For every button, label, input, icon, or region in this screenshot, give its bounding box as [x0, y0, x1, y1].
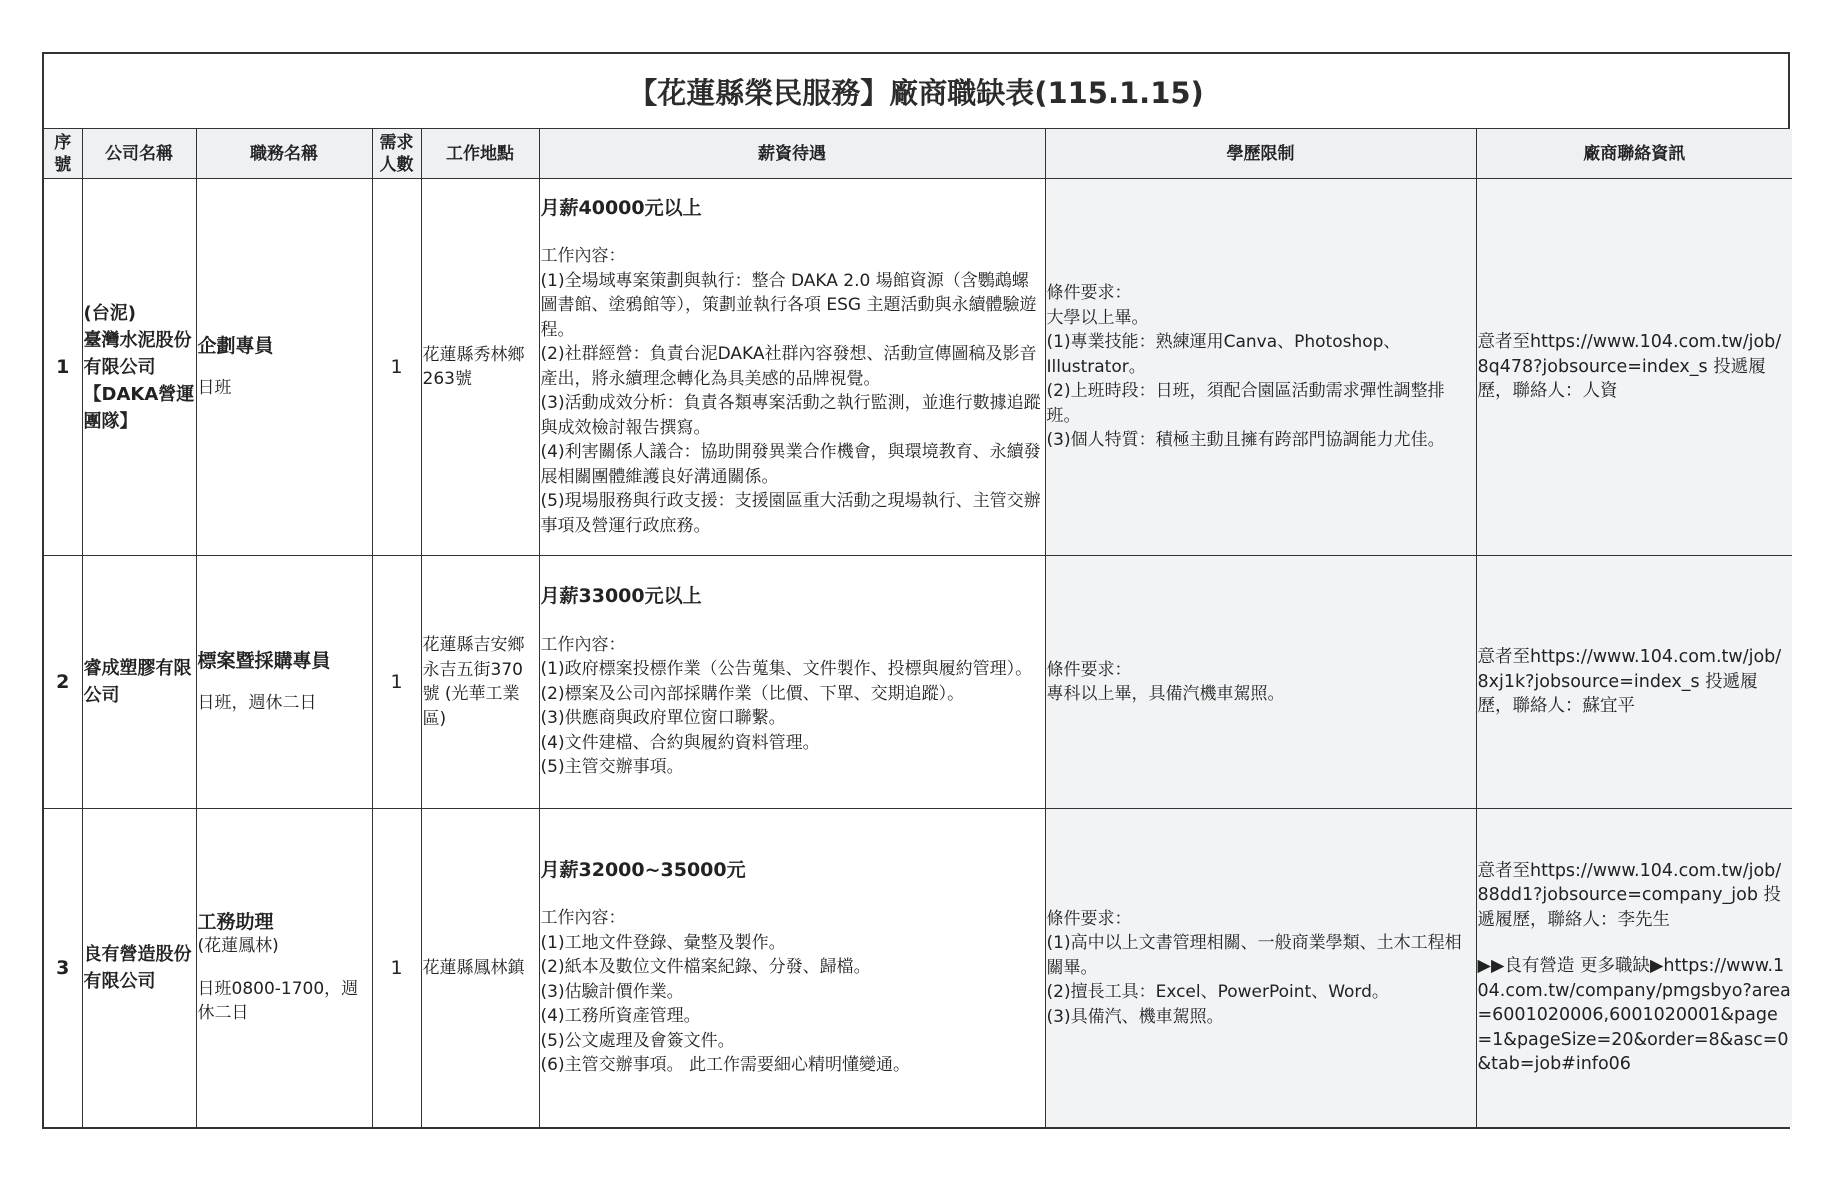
- salary-cell: [539, 556, 1045, 809]
- headcount: 1: [372, 809, 421, 1127]
- job-title: 企劃專員: [197, 334, 274, 357]
- education-requirements: [1045, 556, 1476, 809]
- company-name-text: (台泥) 臺灣水泥股份有限公司【DAKA營運團隊】: [83, 302, 195, 432]
- work-location: 花蓮縣吉安鄉永吉五街370號 (光華工業區): [421, 556, 539, 809]
- contact-info: [1476, 179, 1792, 556]
- contact-info: [1476, 809, 1792, 1127]
- contact-info: [1476, 556, 1792, 809]
- table-row: [44, 556, 1792, 809]
- header-contact: 廠商聯絡資訊: [1476, 129, 1792, 179]
- header-education: 學歷限制: [1045, 129, 1476, 179]
- company-name: 睿成塑膠有限公司: [82, 556, 196, 809]
- sheet-title: 【花蓮縣榮民服務】廠商職缺表(115.1.15): [44, 54, 1788, 129]
- table-row: [44, 809, 1792, 1127]
- job-description: 工作內容： (1)政府標案投標作業（公告蒐集、文件製作、投標與履約管理）。 (2)標案及公司內部採購作業（比價、下單、交期追蹤）。 (3)供應商與政府單位窗口聯繫。 (4)文件建檔、合約與履約資料管理。 (5)主管交辦事項。: [540, 634, 1033, 778]
- work-location: 花蓮縣鳳林鎮: [421, 809, 539, 1127]
- requirements-text: 條件要求： 專科以上畢，具備汽機車駕照。: [1046, 659, 1285, 704]
- more-jobs-link[interactable]: ▶▶良有營造 更多職缺▶https://www.104.com.tw/company/pmgsbyo?area=6001020006,6001020001&page=1&pageSize=20&order=8&asc=0&tab=job#info06: [1477, 956, 1791, 1075]
- company-name: [82, 179, 196, 556]
- spacer: [1478, 932, 1792, 954]
- vacancy-table: [44, 129, 1792, 1127]
- header-row: [44, 129, 1792, 179]
- job-cell: [196, 809, 372, 1127]
- headcount: 1: [372, 179, 421, 556]
- header-no: 序號: [44, 129, 82, 179]
- salary-cell: [539, 809, 1045, 1127]
- education-requirements: [1045, 179, 1476, 556]
- job-cell: [196, 556, 372, 809]
- header-job: 職務名稱: [196, 129, 372, 179]
- work-location: 花蓮縣秀林鄉263號: [421, 179, 539, 556]
- header-count: 需求人數: [372, 129, 421, 179]
- job-schedule: 日班: [197, 378, 232, 398]
- header-company: 公司名稱: [82, 129, 196, 179]
- job-schedule: 日班0800-1700，週休二日: [197, 978, 359, 1024]
- headcount: 1: [372, 556, 421, 809]
- row-number: 3: [44, 809, 82, 1127]
- salary-amount: 月薪33000元以上: [540, 585, 702, 608]
- job-cell: [196, 179, 372, 556]
- contact-text[interactable]: 意者至https://www.104.com.tw/job/8q478?jobsource=index_s 投遞履歷，聯絡人：人資: [1477, 332, 1782, 402]
- job-title: 工務助理: [197, 910, 274, 933]
- requirements-text: 條件要求： 大學以上畢。 (1)專業技能：熟練運用Canva、Photoshop、Illustrator。 (2)上班時段：日班，須配合園區活動需求彈性調整排班。 (3)個人特質：積極主動且擁有跨部門協調能力尤佳。: [1046, 283, 1445, 451]
- requirements-text: 條件要求： (1)高中以上文書管理相關、一般商業學類、土木工程相關畢。 (2)擅長工具：Excel、PowerPoint、Word。 (3)具備汽、機車駕照。: [1046, 908, 1462, 1027]
- row-number: 2: [44, 556, 82, 809]
- job-description: 工作內容： (1)工地文件登錄、彙整及製作。 (2)紙本及數位文件檔案紀錄、分發、歸檔。 (3)估驗計價作業。 (4)工務所資產管理。 (5)公文處理及會簽文件。 (6)主管交辦事項。 此工作需要細心精明懂變通。: [540, 908, 910, 1076]
- contact-text[interactable]: 意者至https://www.104.com.tw/job/8xj1k?jobsource=index_s 投遞履歷，聯絡人：蘇宜平: [1477, 647, 1782, 717]
- contact-text[interactable]: 意者至https://www.104.com.tw/job/88dd1?jobsource=company_job 投遞履歷，聯絡人：李先生: [1477, 860, 1782, 930]
- salary-cell: [539, 179, 1045, 556]
- header-location: 工作地點: [421, 129, 539, 179]
- salary-amount: 月薪32000~35000元: [540, 858, 746, 881]
- company-name: 良有營造股份有限公司: [82, 809, 196, 1127]
- education-requirements: [1045, 809, 1476, 1127]
- table-row: [44, 179, 1792, 556]
- job-description: 工作內容： (1)全場域專案策劃與執行：整合 DAKA 2.0 場館資源（含鸚鵡螺圖書館、塗鴉館等），策劃並執行各項 ESG 主題活動與永續體驗遊程。 (2)社群經營：負責台泥DAKA社群內容發想、活動宣傳圖稿及影音產出，將永續理念轉化為具美感的品牌視覺。 (3)活動成效分析：負責各類專案活動之執行監測，並進行數據追蹤與成效檢討報告撰寫。 (4)利害關係人議合：協助開發異業合作機會，與環境教育、永續發展相關團體維護良好溝通關係。 (5)現場服務與行政支援：支援園區重大活動之現場執行、主管交辦事項及營運行政庶務。: [540, 246, 1041, 536]
- header-salary: 薪資待遇: [539, 129, 1045, 179]
- job-place: (花蓮鳳林): [197, 936, 279, 957]
- job-schedule: 日班，週休二日: [197, 693, 317, 713]
- row-number: 1: [44, 179, 82, 556]
- salary-amount: 月薪40000元以上: [540, 196, 702, 219]
- job-title: 標案暨採購專員: [197, 649, 331, 672]
- job-vacancy-sheet: [42, 52, 1790, 1129]
